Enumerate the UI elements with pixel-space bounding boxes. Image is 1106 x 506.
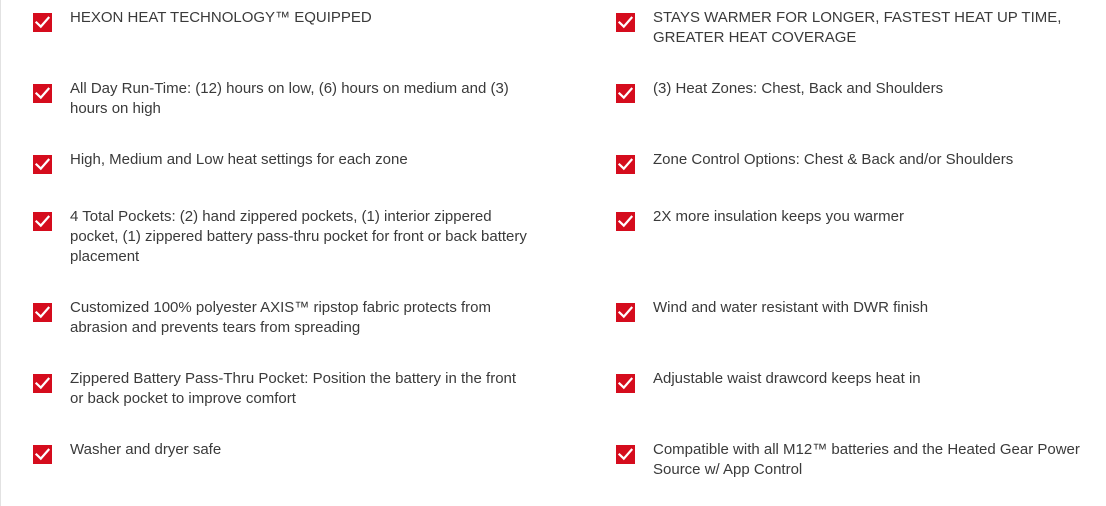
checkbox-checked-icon bbox=[616, 374, 635, 393]
feature-text: Wind and water resistant with DWR finish bbox=[653, 299, 929, 316]
feature-text: All Day Run-Time: (12) hours on low, (6) hours on medium and (3) hours on high bbox=[70, 80, 509, 117]
feature-text: Washer and dryer safe bbox=[70, 441, 222, 458]
checkbox-checked-icon bbox=[616, 13, 635, 32]
feature-item bbox=[33, 150, 530, 174]
feature-item bbox=[616, 369, 1105, 393]
feature-text: Zone Control Options: Chest & Back and/or Shoulders bbox=[653, 151, 1014, 168]
checkbox-checked-icon bbox=[33, 303, 52, 322]
feature-text: Compatible with all M12™ batteries and the Heated Gear Power Source w/ App Control bbox=[653, 441, 1080, 478]
feature-text: 4 Total Pockets: (2) hand zippered pockets, (1) interior zippered pocket, (1) zippered battery pass-thru pocket for front or back battery placement bbox=[70, 208, 527, 265]
feature-item bbox=[33, 79, 530, 119]
checkbox-checked-icon bbox=[33, 374, 52, 393]
checkbox-checked-icon bbox=[33, 212, 52, 231]
checkbox-checked-icon bbox=[616, 212, 635, 231]
feature-item bbox=[33, 8, 530, 32]
feature-text: Customized 100% polyester AXIS™ ripstop fabric protects from abrasion and prevents tears from spreading bbox=[70, 299, 492, 336]
checkbox-checked-icon bbox=[33, 84, 52, 103]
checkbox-checked-icon bbox=[616, 84, 635, 103]
feature-text: Adjustable waist drawcord keeps heat in bbox=[653, 370, 921, 387]
feature-item bbox=[616, 298, 1105, 322]
checkbox-checked-icon bbox=[616, 155, 635, 174]
feature-text: HEXON HEAT TECHNOLOGY™ EQUIPPED bbox=[70, 9, 372, 26]
checkbox-checked-icon bbox=[616, 303, 635, 322]
feature-item bbox=[616, 150, 1105, 174]
feature-text: Zippered Battery Pass-Thru Pocket: Position the battery in the front or back pocket to improve comfort bbox=[70, 370, 517, 407]
checkbox-checked-icon bbox=[33, 445, 52, 464]
feature-item bbox=[616, 207, 1105, 231]
feature-item bbox=[33, 207, 530, 267]
feature-text: (3) Heat Zones: Chest, Back and Shoulders bbox=[653, 80, 944, 97]
feature-text: High, Medium and Low heat settings for each zone bbox=[70, 151, 408, 168]
checkbox-checked-icon bbox=[33, 155, 52, 174]
feature-text: STAYS WARMER FOR LONGER, FASTEST HEAT UP TIME, GREATER HEAT COVERAGE bbox=[653, 9, 1062, 46]
feature-item bbox=[33, 298, 530, 338]
feature-item bbox=[33, 440, 530, 464]
checkbox-checked-icon bbox=[33, 13, 52, 32]
feature-item bbox=[616, 79, 1105, 103]
feature-item bbox=[616, 8, 1105, 48]
checkbox-checked-icon bbox=[616, 445, 635, 464]
left-divider bbox=[0, 0, 1, 506]
feature-text: 2X more insulation keeps you warmer bbox=[653, 208, 904, 225]
feature-item bbox=[33, 369, 530, 409]
feature-item bbox=[616, 440, 1105, 480]
